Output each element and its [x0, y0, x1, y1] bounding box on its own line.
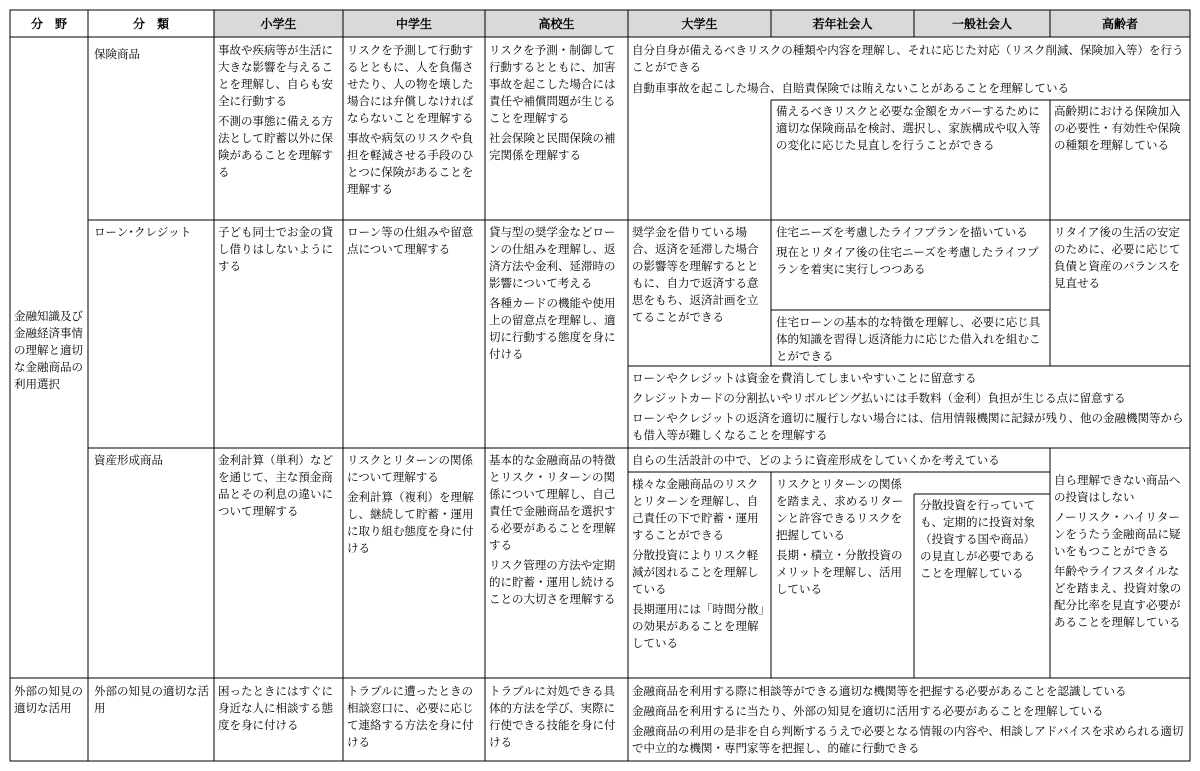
- header-elderly: 高齢者: [1050, 10, 1190, 37]
- external-junior-high: トラブルに遭ったときの相談窓口に、必要に応じて連絡する方法を身に付ける: [347, 684, 474, 749]
- asset-high-school: [489, 452, 624, 611]
- category-loan: ローン･クレジット: [94, 225, 192, 239]
- insurance-high-school-1: リスクを予測・制御して行動するとともに、加害事故を起こした場合には責任や補償問題が生じることを理解する: [489, 43, 616, 125]
- asset-young-adult-2: 長期・積立・分散投資のメリットを理解し、活用している: [776, 548, 903, 596]
- category-external: 外部の知見の適切な活用: [94, 684, 209, 715]
- insurance-univ-to-elderly-2: 自動車事故を起こした場合、自賠責保険では賄えないことがあることを理解している: [632, 81, 1069, 95]
- external-univ-to-elderly-3: 金融商品の利用の是非を自ら判断するうえで必要となる情報の内容や、相談しアドバイスを求められる適切で中立的な機関・専門家等を把握し、的確に行動できる: [632, 724, 1184, 755]
- asset-university: [632, 476, 767, 655]
- loan-elementary: 子ども同士でお金の貸し借りはしないようにする: [218, 225, 333, 273]
- insurance-elementary-1: 事故や疾病等が生活に大きな影響を与えることを理解し、自らも安全に行動する: [218, 43, 333, 108]
- header-elementary: 小学生: [214, 10, 343, 37]
- header-young-adult: 若年社会人: [771, 10, 914, 37]
- header-university: 大学生: [628, 10, 771, 37]
- external-univ-to-elderly-1: 金融商品を利用する際に相談等ができる適切な機関等を把握する必要があることを認識している: [632, 684, 1127, 698]
- asset-elderly-1: 自ら理解できない商品への投資はしない: [1054, 473, 1181, 504]
- asset-junior-high-2: 金利計算（複利）を理解し、継続して貯蓄・運用に取り組む態度を身に付ける: [347, 490, 474, 555]
- asset-elderly: [1054, 472, 1186, 634]
- loan-elderly: リタイア後の生活の安定のために、必要に応じて負債と資産のバランスを見直せる: [1054, 225, 1181, 290]
- external-univ-to-elderly-2: 金融商品を利用するに当たり、外部の知見を適切に活用する必要があることを理解している: [632, 704, 1104, 718]
- asset-elderly-2: ノーリスク・ハイリターンをうたう金融商品に疑いをもつことができる: [1054, 510, 1181, 558]
- insurance-high-school-2: 社会保険と民間保険の補完関係を理解する: [489, 131, 616, 162]
- insurance-junior-high-1: リスクを予測して行動するとともに、人を負傷させたり、人の物を壊した場合には弁償しなければならないことを理解する: [347, 43, 474, 125]
- insurance-univ-to-elderly: 自分自身が備えるべきリスクの種類や内容を理解し、それに応じた対応（リスク削減、保険加入等）を行うことができる: [632, 43, 1184, 74]
- asset-high-school-2: リスク管理の方法や定期的に貯蓄・運用し続けることの大切さを理解する: [489, 558, 616, 606]
- insurance-elementary-2: 不測の事態に備える方法として貯蓄以外に保険があることを理解する: [218, 114, 333, 179]
- loan-young-general-2: 現在とリタイア後の住宅ニーズを考慮したライフプランを着実に実行しつつある: [776, 245, 1039, 276]
- loan-high-school: [489, 224, 624, 366]
- asset-univ-to-general: 自らの生活設計の中で、どのように資産形成をしていくかを考えている: [632, 453, 1000, 467]
- category-asset: 資産形成商品: [94, 453, 163, 467]
- header-category: 分 類: [132, 17, 169, 31]
- loan-young-general-mortgage: 住宅ローンの基本的な特徴を理解し、必要に応じ具体的知識を習得し返済能力に応じた借入れを組むことができる: [776, 315, 1041, 363]
- loan-univ-to-elderly-1: ローンやクレジットは資金を費消してしまいやすいことに留意する: [632, 371, 977, 385]
- asset-elderly-3: 年齢やライフスタイルなどを踏まえ、投資対象の配分比率を見直す必要があることを理解している: [1054, 564, 1182, 629]
- asset-elementary: 金利計算（単利）などを通じて、主な預金商品とその利息の違いについて理解する: [218, 453, 333, 518]
- asset-university-3: 長期運用には「時間分散」の効果があることを理解している: [632, 602, 765, 650]
- asset-junior-high-1: リスクとリターンの関係について理解する: [347, 453, 474, 484]
- external-elementary: 困ったときにはすぐに身近な人に相談する態度を身に付ける: [218, 684, 333, 732]
- loan-univ-to-elderly-3: ローンやクレジットの返済を適切に履行しない場合には、信用情報機関に記録が残り、他の金融機関等からも借入等が難しくなることを理解する: [632, 411, 1184, 442]
- insurance-elderly: 高齢期における保険加入の必要性・有効性や保険の種類を理解している: [1054, 104, 1181, 152]
- header-general-adult: 一般社会人: [914, 10, 1050, 37]
- insurance-high-school: [489, 42, 624, 167]
- asset-junior-high: [347, 452, 481, 560]
- external-high-school: トラブルに対処できる具体的方法を学び、実際に行使できる技能を身に付ける: [489, 684, 616, 749]
- loan-high-school-1: 貸与型の奨学金などローンの仕組みを理解し、返済方法や金利、延滞時の影響について考える: [489, 225, 616, 290]
- loan-young-general: [776, 224, 1046, 281]
- loan-high-school-2: 各種カードの機能や使用上の留意点を理解し、適切に行動する態度を身に付ける: [489, 296, 616, 361]
- field-external: 外部の知見の適切な活用: [14, 684, 83, 715]
- loan-university: 奨学金を借りている場合、返済を延滞した場合の影響等を理解するとともに、自力で返済する意思をもち、返済計画を立てることができる: [632, 225, 759, 324]
- loan-junior-high: ローン等の仕組みや留意点について理解する: [347, 225, 474, 256]
- category-insurance: 保険商品: [94, 47, 140, 61]
- field-finance: 金融知識及び金融経済事情の理解と適切な金融商品の利用選択: [14, 309, 83, 391]
- asset-high-school-1: 基本的な金融商品の特徴とリスク・リターンの関係について理解し、自己責任で金融商品を選択する必要があることを理解する: [489, 453, 616, 552]
- loan-young-general-1: 住宅ニーズを考慮したライフプランを描いている: [776, 225, 1028, 239]
- external-univ-to-elderly: [632, 683, 1186, 760]
- insurance-junior-high: [347, 42, 481, 201]
- header-field: 分 野: [30, 17, 67, 31]
- asset-young-adult: [776, 476, 911, 601]
- header-high-school: 高校生: [485, 10, 628, 37]
- asset-young-adult-1: リスクとリターンの関係を踏まえ、求めるリターンと許容できるリスクを把握している: [776, 477, 904, 542]
- loan-univ-to-elderly-2: クレジットカードの分割払いやリボルビング払いには手数料（金利）負担が生じる点に留意する: [632, 391, 1126, 405]
- insurance-elementary: [218, 42, 339, 184]
- asset-university-2: 分散投資によりリスク軽減が図れることを理解している: [632, 548, 759, 596]
- loan-univ-to-elderly: [632, 370, 1186, 447]
- asset-general-adult: 分散投資を行っていても、定期的に投資対象（投資する国や商品）の見直しが必要であることを理解している: [920, 498, 1035, 580]
- header-junior-high: 中学生: [343, 10, 485, 37]
- insurance-young-general: 備えるべきリスクと必要な金額をカバーするために適切な保険商品を検討、選択し、家族構成や収入等の変化に応じた見直しを行うことができる: [776, 104, 1041, 152]
- asset-university-1: 様々な金融商品のリスクとリターンを理解し、自己責任の下で貯蓄・運用することができる: [632, 477, 759, 542]
- insurance-junior-high-2: 事故や病気のリスクや負担を軽減させる手段のひとつに保険があることを理解する: [347, 131, 474, 196]
